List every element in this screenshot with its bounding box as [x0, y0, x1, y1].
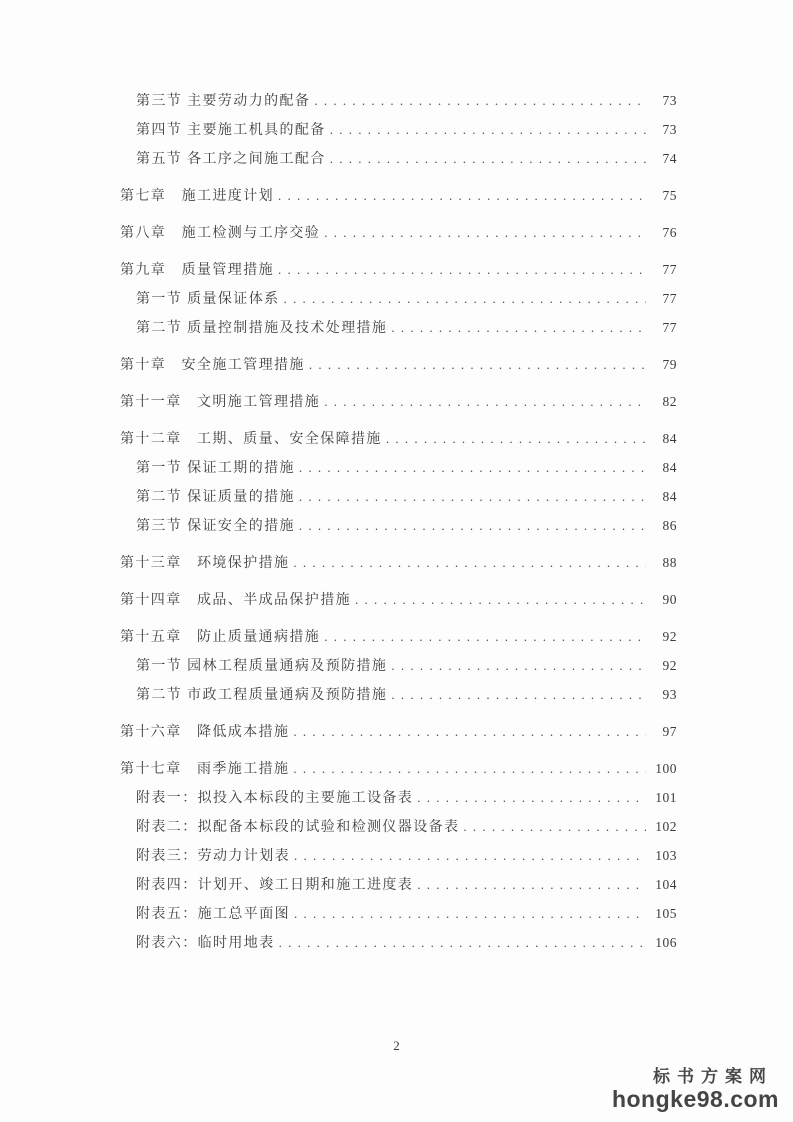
toc-entry [120, 181, 677, 210]
toc-leader-dots [294, 899, 646, 929]
toc-entry [120, 548, 677, 577]
toc-entry-label: 第十五章 防止质量通病措施 [120, 630, 321, 645]
toc-entry [120, 284, 677, 313]
toc-entry-page: 77 [662, 320, 677, 335]
toc-entry-label: 第十三章 环境保护措施 [120, 556, 290, 571]
toc-entry-label: 附表二：拟配备本标段的试验和检测仪器设备表 [136, 820, 460, 835]
toc-entry-label: 第五节 各工序之间施工配合 [136, 152, 326, 167]
toc-leader-dots [299, 482, 646, 512]
toc-leader-dots [330, 144, 646, 174]
toc-entry-page: 92 [662, 629, 677, 644]
toc-entry [120, 841, 677, 870]
toc-entry-page: 84 [662, 431, 677, 446]
toc-entry-page: 77 [662, 262, 677, 277]
toc-entry [120, 218, 677, 247]
toc-leader-dots [293, 717, 646, 747]
toc-entry [120, 622, 677, 651]
toc-entry-label: 第十四章 成品、半成品保护措施 [120, 593, 351, 608]
toc-entry-label: 第二节 市政工程质量通病及预防措施 [136, 688, 388, 703]
toc-entry [120, 453, 677, 482]
toc-leader-dots [330, 115, 646, 145]
toc-entry-page: 105 [655, 906, 677, 921]
watermark [612, 1068, 779, 1112]
toc-entry-label: 附表一：拟投入本标段的主要施工设备表 [136, 791, 414, 806]
toc-entry [120, 870, 677, 899]
toc-entry-page: 97 [662, 724, 677, 739]
toc-list [120, 86, 677, 957]
toc-entry-page: 73 [662, 122, 677, 137]
toc-entry [120, 144, 677, 173]
toc-entry-label: 附表五：施工总平面图 [136, 907, 290, 922]
toc-entry-page: 100 [655, 761, 677, 776]
toc-entry-page: 101 [655, 790, 677, 805]
toc-entry [120, 651, 677, 680]
toc-entry-label: 第十章 安全施工管理措施 [120, 358, 305, 373]
toc-entry [120, 754, 677, 783]
toc-entry-page: 77 [662, 291, 677, 306]
toc-entry [120, 424, 677, 453]
toc-leader-dots [314, 86, 646, 116]
toc-leader-dots [278, 181, 646, 211]
toc-entry-label: 第四节 主要施工机具的配备 [136, 123, 326, 138]
toc-entry [120, 313, 677, 342]
toc-entry-page: 86 [662, 518, 677, 533]
toc-entry-label: 第三节 保证安全的措施 [136, 519, 295, 534]
toc-leader-dots [324, 218, 646, 248]
toc-entry-label: 第十一章 文明施工管理措施 [120, 395, 321, 410]
toc-entry-label: 附表三：劳动力计划表 [136, 849, 290, 864]
toc-leader-dots [417, 783, 646, 813]
toc-entry-page: 88 [662, 555, 677, 570]
toc-entry [120, 482, 677, 511]
toc-entry [120, 680, 677, 709]
page-number: 2 [393, 1038, 400, 1053]
toc-entry-label: 附表四：计划开、竣工日期和施工进度表 [136, 878, 414, 893]
toc-leader-dots [299, 453, 646, 483]
toc-leader-dots [293, 754, 646, 784]
toc-entry-label: 附表六：临时用地表 [136, 936, 275, 951]
toc-entry-page: 84 [662, 489, 677, 504]
toc-entry [120, 511, 677, 540]
toc-entry-page: 103 [655, 848, 677, 863]
toc-leader-dots [391, 313, 646, 343]
toc-leader-dots [278, 255, 646, 285]
toc-leader-dots [417, 870, 646, 900]
toc-entry [120, 115, 677, 144]
toc-entry-page: 92 [662, 658, 677, 673]
toc-entry-page: 90 [662, 592, 677, 607]
toc-entry-page: 104 [655, 877, 677, 892]
toc-leader-dots [284, 284, 647, 314]
toc-entry-label: 第九章 质量管理措施 [120, 263, 274, 278]
toc-entry-page: 73 [662, 93, 677, 108]
toc-entry-page: 75 [662, 188, 677, 203]
toc-leader-dots [355, 585, 646, 615]
toc-leader-dots [386, 424, 646, 454]
toc-leader-dots [299, 511, 646, 541]
toc-entry-page: 93 [662, 687, 677, 702]
toc-entry [120, 350, 677, 379]
toc-leader-dots [391, 680, 646, 710]
toc-leader-dots [293, 548, 646, 578]
toc-entry-label: 第一节 质量保证体系 [136, 292, 280, 307]
toc-leader-dots [279, 928, 646, 958]
toc-entry [120, 812, 677, 841]
toc-entry [120, 783, 677, 812]
toc-entry [120, 255, 677, 284]
watermark-site-name: 标书方案网 [653, 1067, 773, 1086]
toc-leader-dots [391, 651, 646, 681]
toc-entry-page: 74 [662, 151, 677, 166]
toc-entry-page: 84 [662, 460, 677, 475]
toc-entry [120, 717, 677, 746]
toc-entry-label: 第一节 园林工程质量通病及预防措施 [136, 659, 388, 674]
toc-entry [120, 928, 677, 957]
toc-entry-label: 第二节 质量控制措施及技术处理措施 [136, 321, 388, 336]
table-of-contents [120, 86, 677, 957]
toc-entry-page: 82 [662, 394, 677, 409]
toc-leader-dots [324, 387, 646, 417]
watermark-site-url: hongke98.com [611, 1085, 779, 1112]
toc-entry [120, 899, 677, 928]
toc-entry [120, 585, 677, 614]
toc-entry-label: 第十七章 雨季施工措施 [120, 762, 290, 777]
toc-entry-label: 第二节 保证质量的措施 [136, 490, 295, 505]
toc-entry-page: 106 [655, 935, 677, 950]
toc-entry [120, 86, 677, 115]
toc-entry [120, 387, 677, 416]
toc-entry-page: 76 [662, 225, 677, 240]
toc-entry-page: 102 [655, 819, 677, 834]
toc-entry-label: 第十六章 降低成本措施 [120, 725, 290, 740]
toc-entry-label: 第七章 施工进度计划 [120, 189, 274, 204]
toc-entry-page: 79 [662, 357, 677, 372]
toc-entry-label: 第三节 主要劳动力的配备 [136, 94, 311, 109]
toc-entry-label: 第十二章 工期、质量、安全保障措施 [120, 432, 382, 447]
toc-leader-dots [294, 841, 646, 871]
toc-entry-label: 第一节 保证工期的措施 [136, 461, 295, 476]
toc-entry-label: 第八章 施工检测与工序交验 [120, 226, 321, 241]
toc-leader-dots [324, 622, 646, 652]
toc-leader-dots [309, 350, 646, 380]
toc-leader-dots [463, 812, 646, 842]
